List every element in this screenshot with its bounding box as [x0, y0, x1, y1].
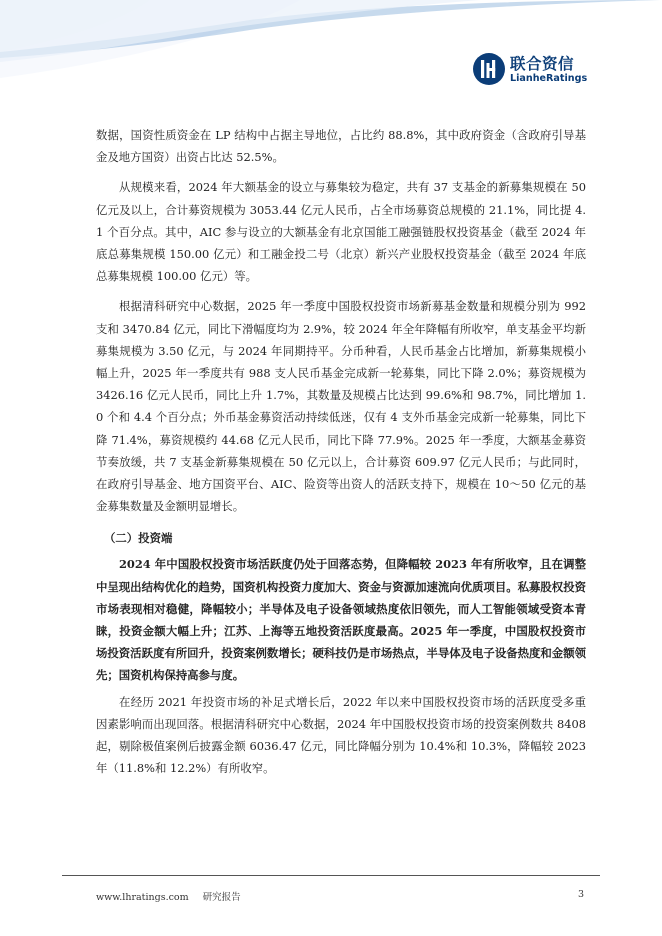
paragraph-investment-cases: 在经历 2021 年投资市场的补足式增长后，2022 年以来中国股权投资市场的活跃度受多重因素影响而出现回落。根据清科研究中心数据，2024 年中国股权投资市场的投资案例数共 8408 起，剔除极值案例后披露金额 6036.47 亿元，同比降幅分别为 10.4%和 10.3%，降幅较 2023 年（11.8%和 12.2%）有所收窄。 [96, 694, 586, 776]
footer-divider [62, 875, 600, 876]
footer-website: www.lhratings.com [96, 892, 189, 903]
footer-info [96, 889, 241, 903]
lianhe-ratings-logo [472, 52, 592, 88]
paragraph-q1-2025-fundraising: 根据清科研究中心数据，2025 年一季度中国股权投资市场新募基金数量和规模分别为 992 支和 3470.84 亿元，同比下滑幅度均为 2.9%，较 2024 年全年降幅有所收窄，单支基金平均新募集规模为 3.50 亿元，与 2024 年同期持平。分币种看，人民币基金占比增加，新募集规模小幅上升，2025 年一季度共有 988 支人民币基金完成新一轮募集，同比下降 2.0%；募资规模为 3426.16 亿元人民币，同比上升 1.7%，其数量及规模占比达到 99.6%和 98.7%，同比增加 1.0 个和 4.4 个百分点；外币基金募资活动持续低迷，仅有 4 支外币基金完成新一轮募集，同比下降 71.4%，募资规模约 44.68 亿元人民币，同比下降 77.9%。2025 年一季度，大额基金募资节奏放缓，共 7 支基金新募集规模在 50 亿元以上，合计募资 609.97 亿元人民币；与此同时，在政府引导基金、地方国资平台、AIC、险资等出资人的活跃支持下，规模在 10～50 亿元的基金募集数量及金额明显增长。 [96, 299, 586, 514]
report-body [96, 124, 586, 779]
lh-logo-icon [472, 52, 506, 86]
paragraph-large-funds: 从规模来看，2024 年大额基金的设立与募集较为稳定，共有 37 支基金的新募集规模在 50 亿元及以上，合计募资规模为 3053.44 亿元人民币，占全市场募资总规模的 21.1%，同比提 4.1 个百分点。其中，AIC 参与设立的大额基金有北京国能工融强链股权投资基金（截至 2024 年底总募集规模 150.00 亿元）和工融金投二号（北京）新兴产业股权投资基金（截至 2024 年底总募集规模 100.00 亿元）等。 [96, 180, 586, 284]
footer-doc-type: 研究报告 [202, 892, 241, 903]
paragraph-lp-structure: 数据，国资性质资金在 LP 结构中占据主导地位，占比约 88.8%，其中政府资金（含政府引导基金及地方国资）出资占比达 52.5%。 [96, 128, 586, 165]
paragraph-investment-summary: 2024 年中国股权投资市场活跃度仍处于回落态势，但降幅较 2023 年有所收窄，且在调整中呈现出结构优化的趋势，国资机构投资力度加大、资金与资源加速流向优质项目。私募股权投资市场表现相对稳健，降幅较小；半导体及电子设备领域热度依旧领先，而人工智能领域受资本青睐，投资金额大幅上升；江苏、上海等五地投资活跃度最高。2025 年一季度，中国股权投资市场投资活跃度有所回升，投资案例数增长；硬科技仍是市场热点，半导体及电子设备热度和金额领先；国资机构保持高参与度。 [96, 557, 586, 683]
logo-name-cn: 联合资信 [510, 55, 575, 73]
section-heading-investment: （二）投资端 [104, 531, 173, 546]
page-number: 3 [578, 889, 585, 900]
logo-name-en: LianheRatings [510, 73, 588, 84]
